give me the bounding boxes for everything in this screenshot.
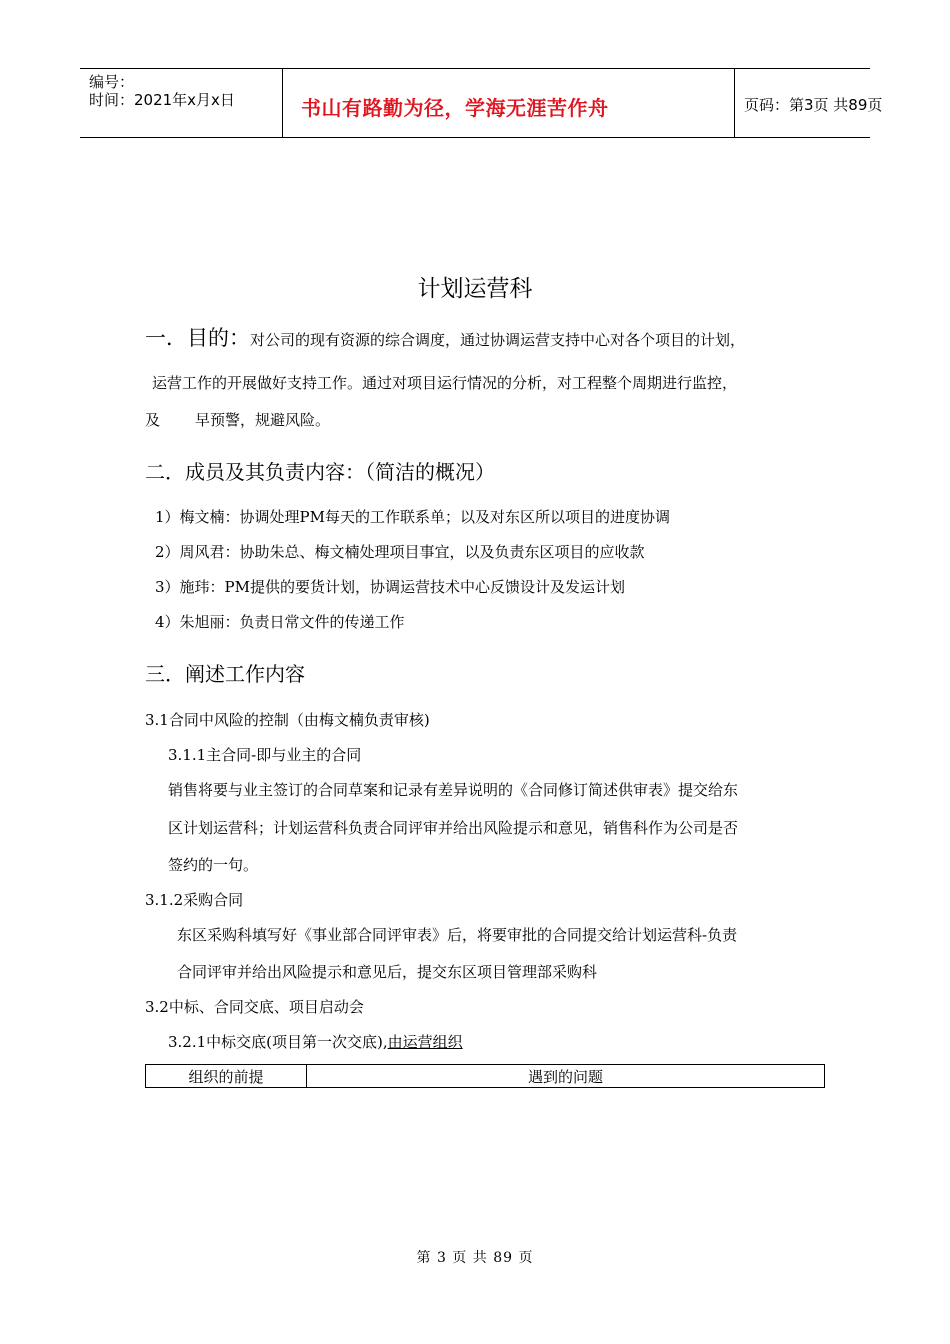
header-motto-cell	[283, 69, 735, 137]
subsection-3-1-2: 3.1.2采购合同	[145, 891, 244, 909]
section2-heading: 二．成员及其负责内容：（简洁的概况）	[145, 460, 495, 484]
subsection-3-2: 3.2中标、合同交底、项目启动会	[145, 998, 364, 1016]
member-item: 3）施玮：PM提供的要货计划，协调运营技术中心反馈设计及发运计划	[155, 578, 625, 596]
subsection-3-2-1-underlined: 由运营组织	[387, 1033, 463, 1051]
paragraph-line: 签约的一句。	[168, 856, 259, 874]
header-meta-cell	[80, 69, 283, 137]
paragraph-line: 合同评审并给出风险提示和意见后，提交东区项目管理部采购科	[177, 963, 598, 981]
section1-line2: 运营工作的开展做好支持工作。通过对项目运行情况的分析，对工程整个周期进行监控，	[152, 374, 738, 392]
page-footer: 第 3 页 共 89 页	[416, 1250, 534, 1266]
subsection-3-1-1: 3.1.1主合同-即与业主的合同	[168, 746, 362, 764]
section3-heading: 三．阐述工作内容	[145, 662, 305, 686]
section1-line3a: 及	[145, 411, 161, 429]
table-header-cell: 组织的前提	[146, 1065, 307, 1088]
paragraph-line: 区计划运营科；计划运营科负责合同评审并给出风险提示和意见，销售科作为公司是否	[168, 819, 739, 837]
section1-heading: 一．目的：	[145, 326, 250, 350]
subsection-3-2-1-prefix: 3.2.1中标交底(项目第一次交底),	[168, 1033, 388, 1051]
member-item: 2）周风君：协助朱总、梅文楠处理项目事宜，以及负责东区项目的应收款	[155, 543, 645, 561]
motto: 书山有路勤为径，学海无涯苦作舟	[301, 96, 609, 120]
subsection-3-1: 3.1合同中风险的控制（由梅文楠负责审核)	[145, 711, 430, 729]
member-item: 4）朱旭丽：负责日常文件的传递工作	[155, 613, 405, 631]
time-label: 时间：2021年x月x日	[89, 91, 235, 109]
header-page-cell	[735, 69, 883, 137]
page-title: 计划运营科	[417, 276, 533, 302]
page-label: 页码：第3页 共89页	[744, 96, 883, 114]
table-header-row	[146, 1065, 825, 1088]
paragraph-line: 销售将要与业主签订的合同草案和记录有差异说明的《合同修订简述供审表》提交给东	[168, 781, 739, 799]
section1-line3b: 早预警，规避风险。	[195, 411, 331, 429]
number-label: 编号：	[89, 73, 135, 91]
paragraph-line: 东区采购科填写好《事业部合同评审表》后，将要审批的合同提交给计划运营科-负责	[177, 926, 738, 944]
document-header	[80, 68, 883, 138]
section1-heading-line	[145, 322, 745, 352]
section1-line1: 对公司的现有资源的综合调度，通过协调运营支持中心对各个项目的计划，	[250, 331, 746, 349]
subsection-3-2-1	[168, 1032, 463, 1052]
handover-table	[145, 1064, 825, 1088]
member-item: 1）梅文楠：协调处理PM每天的工作联系单；以及对东区所以项目的进度协调	[155, 508, 670, 526]
table-header-cell: 遇到的问题	[307, 1065, 825, 1088]
